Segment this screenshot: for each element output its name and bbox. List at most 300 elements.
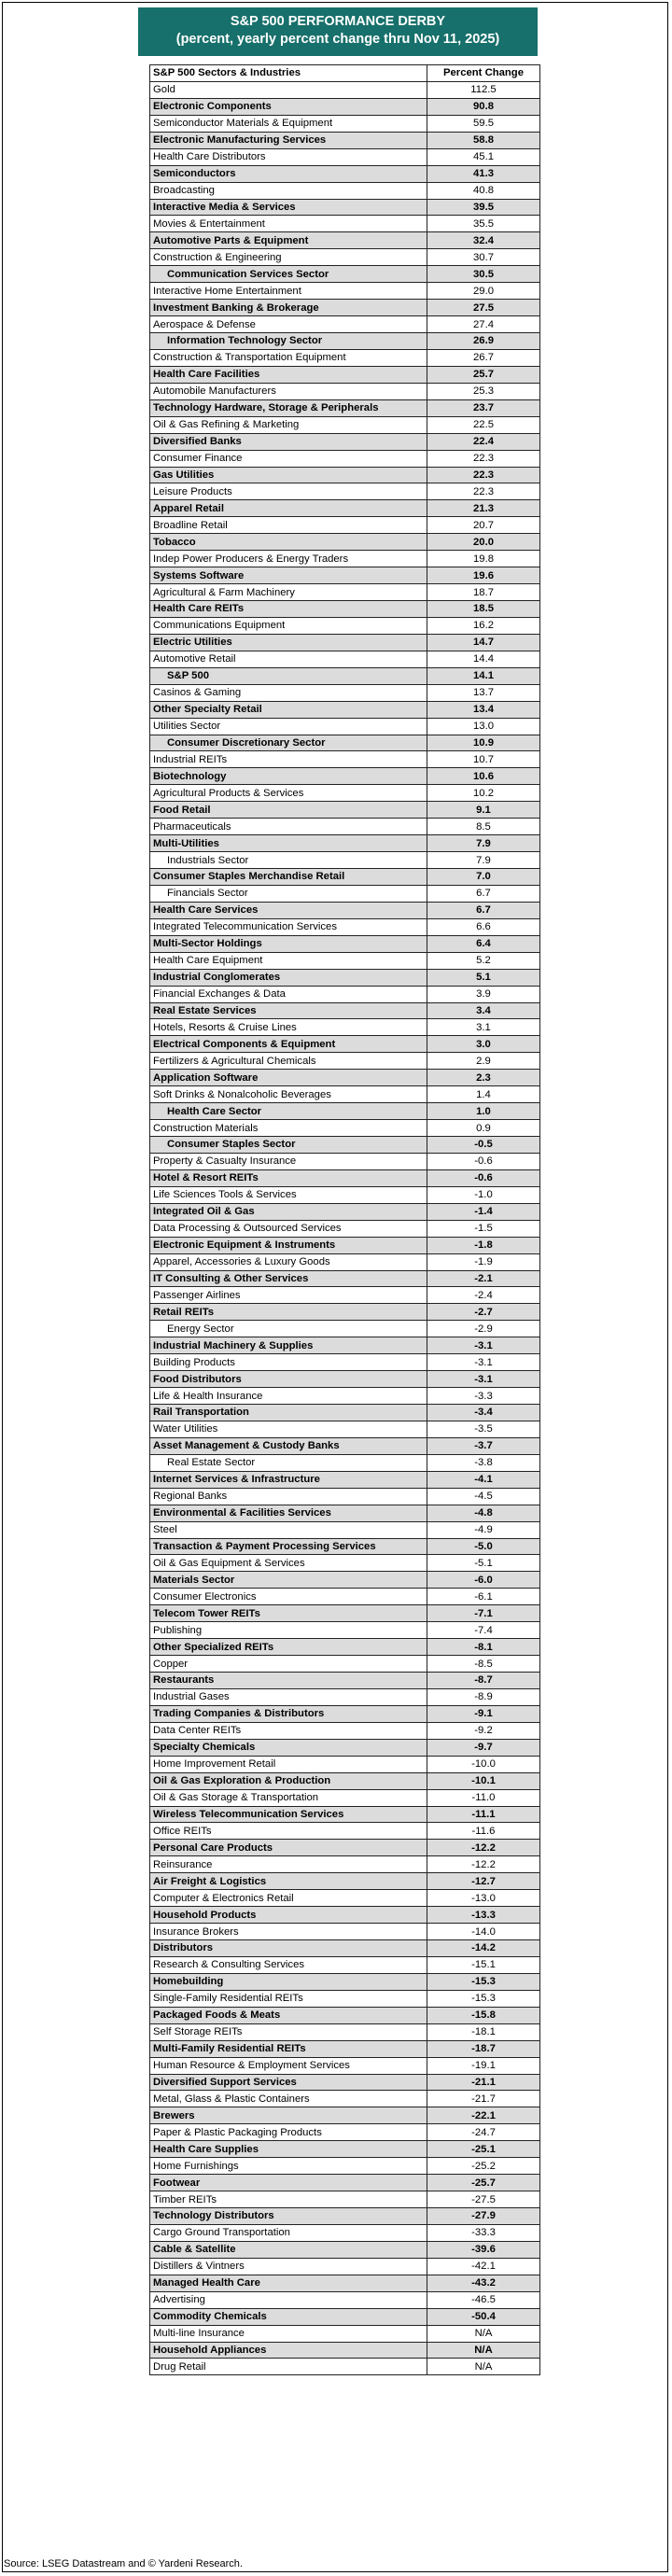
percent-change-cell: 26.7 (427, 349, 540, 366)
industry-name-cell: Integrated Oil & Gas (150, 1203, 427, 1220)
industry-name-cell: Indep Power Producers & Energy Traders (150, 551, 427, 567)
percent-change-cell: 90.8 (427, 98, 540, 115)
table-row (150, 81, 540, 98)
table-row (150, 1153, 540, 1169)
percent-change-cell: 22.5 (427, 416, 540, 433)
table-row (150, 1973, 540, 1990)
percent-change-cell: 19.6 (427, 567, 540, 584)
table-row (150, 416, 540, 433)
table-row (150, 1371, 540, 1388)
table-row (150, 1287, 540, 1304)
percent-change-cell: -3.1 (427, 1337, 540, 1354)
table-row (150, 651, 540, 667)
percent-change-cell: -43.2 (427, 2275, 540, 2291)
percent-change-cell: -2.1 (427, 1270, 540, 1287)
percent-change-cell: -24.7 (427, 2124, 540, 2141)
industry-name-cell: Home Improvement Retail (150, 1756, 427, 1772)
table-row (150, 1656, 540, 1673)
industry-name-cell: Hotels, Resorts & Cruise Lines (150, 1019, 427, 1036)
percent-change-cell: 112.5 (427, 81, 540, 98)
table-row (150, 1070, 540, 1086)
percent-change-cell: -27.5 (427, 2191, 540, 2208)
table-row (150, 182, 540, 199)
industry-name-cell: Human Resource & Employment Services (150, 2057, 427, 2074)
percent-change-cell: -13.3 (427, 1907, 540, 1924)
table-row (150, 735, 540, 751)
industry-name-cell: Building Products (150, 1354, 427, 1371)
industry-name-cell: Electric Utilities (150, 634, 427, 651)
industry-name-cell: Packaged Foods & Meats (150, 2007, 427, 2023)
table-row (150, 2208, 540, 2225)
industry-name-cell: Fertilizers & Agricultural Chemicals (150, 1053, 427, 1070)
industry-name-cell: Retail REITs (150, 1304, 427, 1321)
industry-name-cell: Utilities Sector (150, 718, 427, 735)
percent-change-cell: N/A (427, 2325, 540, 2342)
industry-name-cell: Water Utilities (150, 1421, 427, 1437)
percent-change-cell: -0.6 (427, 1153, 540, 1169)
percent-change-cell: -3.8 (427, 1454, 540, 1471)
table-row (150, 1454, 540, 1471)
industry-name-cell: Multi-line Insurance (150, 2325, 427, 2342)
industry-name-cell: Automobile Manufacturers (150, 383, 427, 399)
percent-change-cell: 21.3 (427, 500, 540, 517)
percent-change-cell: -8.9 (427, 1688, 540, 1705)
table-row (150, 1688, 540, 1705)
industry-name-cell: Wireless Telecommunication Services (150, 1806, 427, 1823)
industry-name-cell: Single-Family Residential REITs (150, 1990, 427, 2007)
percent-change-cell: -12.7 (427, 1873, 540, 1890)
table-row (150, 1203, 540, 1220)
percent-change-cell: 59.5 (427, 115, 540, 132)
percent-change-cell: -2.9 (427, 1321, 540, 1337)
industry-name-cell: Specialty Chemicals (150, 1739, 427, 1756)
table-row (150, 1354, 540, 1371)
industry-name-cell: Rail Transportation (150, 1405, 427, 1421)
percent-change-cell: -9.1 (427, 1705, 540, 1722)
percent-change-cell: 22.4 (427, 433, 540, 450)
percent-change-cell: -25.7 (427, 2175, 540, 2191)
industry-name-cell: Internet Services & Infrastructure (150, 1471, 427, 1488)
percent-change-cell: 29.0 (427, 283, 540, 300)
industry-name-cell: IT Consulting & Other Services (150, 1270, 427, 1287)
table-row (150, 467, 540, 483)
percent-change-cell: 19.8 (427, 551, 540, 567)
percent-change-cell: -1.4 (427, 1203, 540, 1220)
industry-name-cell: Interactive Media & Services (150, 199, 427, 216)
table-row (150, 802, 540, 819)
percent-change-cell: -8.7 (427, 1673, 540, 1689)
table-row (150, 1019, 540, 1036)
table-row (150, 902, 540, 918)
percent-change-cell: 1.0 (427, 1103, 540, 1120)
table-row (150, 483, 540, 500)
table-row (150, 952, 540, 969)
industry-name-cell: Timber REITs (150, 2191, 427, 2208)
industry-name-cell: Investment Banking & Brokerage (150, 300, 427, 316)
table-row (150, 300, 540, 316)
table-row (150, 2342, 540, 2359)
percent-change-cell: 25.7 (427, 366, 540, 383)
table-row (150, 2359, 540, 2375)
industry-name-cell: Asset Management & Custody Banks (150, 1437, 427, 1454)
percent-change-cell: -42.1 (427, 2258, 540, 2275)
percent-change-cell: -1.9 (427, 1253, 540, 1270)
percent-change-cell: 3.0 (427, 1036, 540, 1053)
percent-change-cell: 32.4 (427, 232, 540, 249)
table-row (150, 1806, 540, 1823)
industry-name-cell: Advertising (150, 2291, 427, 2308)
percent-change-cell: 30.7 (427, 249, 540, 266)
percent-change-cell: N/A (427, 2359, 540, 2375)
table-row (150, 567, 540, 584)
industry-name-cell: Environmental & Facilities Services (150, 1505, 427, 1521)
table-row (150, 1103, 540, 1120)
percent-change-cell: -4.9 (427, 1521, 540, 1538)
industry-name-cell: Research & Consulting Services (150, 1956, 427, 1973)
table-row (150, 2291, 540, 2308)
table-row (150, 500, 540, 517)
percent-change-cell: 35.5 (427, 216, 540, 232)
industry-name-cell: Other Specialized REITs (150, 1639, 427, 1656)
table-row (150, 969, 540, 986)
table-row (150, 1186, 540, 1203)
table-row (150, 785, 540, 802)
percent-change-cell: 3.9 (427, 986, 540, 1002)
percent-change-cell: -11.0 (427, 1789, 540, 1806)
table-row (150, 2191, 540, 2208)
industry-name-cell: Hotel & Resort REITs (150, 1169, 427, 1186)
industry-name-cell: Restaurants (150, 1673, 427, 1689)
table-row (150, 2091, 540, 2107)
percent-change-cell: -4.1 (427, 1471, 540, 1488)
percent-change-cell: -7.1 (427, 1605, 540, 1622)
industry-name-cell: Information Technology Sector (150, 333, 427, 350)
table-row (150, 517, 540, 534)
percent-change-cell: N/A (427, 2342, 540, 2359)
industry-name-cell: Personal Care Products (150, 1840, 427, 1856)
industry-name-cell: Financial Exchanges & Data (150, 986, 427, 1002)
industry-name-cell: Drug Retail (150, 2359, 427, 2375)
industry-name-cell: Managed Health Care (150, 2275, 427, 2291)
percent-change-cell: -7.4 (427, 1622, 540, 1639)
table-row (150, 617, 540, 634)
percent-change-cell: 6.4 (427, 935, 540, 952)
table-row (150, 1405, 540, 1421)
percent-change-cell: -50.4 (427, 2308, 540, 2325)
industry-name-cell: Self Storage REITs (150, 2023, 427, 2040)
industry-name-cell: Oil & Gas Exploration & Production (150, 1772, 427, 1789)
percent-change-cell: 14.1 (427, 667, 540, 684)
percent-change-cell: -3.4 (427, 1405, 540, 1421)
column-header-percent: Percent Change (427, 65, 540, 82)
table-row (150, 1036, 540, 1053)
percent-change-cell: 10.9 (427, 735, 540, 751)
percent-change-cell: 26.9 (427, 333, 540, 350)
table-row (150, 1086, 540, 1103)
industry-name-cell: Data Processing & Outsourced Services (150, 1220, 427, 1237)
industry-name-cell: Industrial REITs (150, 751, 427, 768)
industry-name-cell: S&P 500 (150, 667, 427, 684)
title: S&P 500 PERFORMANCE DERBY (230, 14, 446, 29)
table-row (150, 1237, 540, 1253)
percent-change-cell: 27.4 (427, 316, 540, 333)
industry-name-cell: Construction & Engineering (150, 249, 427, 266)
percent-change-cell: -8.1 (427, 1639, 540, 1656)
industry-name-cell: Insurance Brokers (150, 1924, 427, 1940)
table-row (150, 1739, 540, 1756)
percent-change-cell: -39.6 (427, 2241, 540, 2258)
industry-name-cell: Copper (150, 1656, 427, 1673)
table-row (150, 433, 540, 450)
table-row (150, 1772, 540, 1789)
table-row (150, 2275, 540, 2291)
industry-name-cell: Multi-Utilities (150, 835, 427, 852)
table-row (150, 1555, 540, 1572)
table-row (150, 869, 540, 886)
table-row (150, 1253, 540, 1270)
industry-name-cell: Systems Software (150, 567, 427, 584)
table-row (150, 1471, 540, 1488)
industry-name-cell: Oil & Gas Storage & Transportation (150, 1789, 427, 1806)
percent-change-cell: 27.5 (427, 300, 540, 316)
table-row (150, 1673, 540, 1689)
table-row (150, 601, 540, 618)
percent-change-cell: -11.1 (427, 1806, 540, 1823)
percent-change-cell: -15.3 (427, 1990, 540, 2007)
industry-name-cell: Reinsurance (150, 1856, 427, 1873)
industry-name-cell: Oil & Gas Refining & Marketing (150, 416, 427, 433)
industry-name-cell: Diversified Banks (150, 433, 427, 450)
table-row (150, 450, 540, 467)
table-body (150, 81, 540, 2374)
percent-change-cell: -21.7 (427, 2091, 540, 2107)
percent-change-cell: -12.2 (427, 1856, 540, 1873)
table-row (150, 132, 540, 148)
percent-change-cell: 6.7 (427, 885, 540, 902)
percent-change-cell: -21.1 (427, 2074, 540, 2091)
percent-change-cell: 10.6 (427, 768, 540, 785)
percent-change-cell: -15.1 (427, 1956, 540, 1973)
industry-name-cell: Footwear (150, 2175, 427, 2191)
industry-name-cell: Steel (150, 1521, 427, 1538)
table-row (150, 366, 540, 383)
table-row (150, 1488, 540, 1505)
table-row (150, 667, 540, 684)
industry-name-cell: Technology Hardware, Storage & Peripherals (150, 399, 427, 416)
percent-change-cell: -0.5 (427, 1137, 540, 1154)
table-row (150, 165, 540, 182)
percent-change-cell: 14.4 (427, 651, 540, 667)
industry-name-cell: Other Specialty Retail (150, 701, 427, 718)
table-row (150, 1840, 540, 1856)
percent-change-cell: 8.5 (427, 819, 540, 835)
table-row (150, 1220, 540, 1237)
table-row (150, 266, 540, 283)
percent-change-cell: 22.3 (427, 483, 540, 500)
industry-name-cell: Household Appliances (150, 2342, 427, 2359)
industry-name-cell: Data Center REITs (150, 1722, 427, 1739)
performance-table (149, 64, 540, 2375)
percent-change-cell: 7.9 (427, 852, 540, 869)
table-row (150, 1002, 540, 1019)
table-row (150, 2124, 540, 2141)
industry-name-cell: Oil & Gas Equipment & Services (150, 1555, 427, 1572)
table-row (150, 918, 540, 935)
percent-change-cell: -22.1 (427, 2107, 540, 2124)
table-row (150, 1321, 540, 1337)
table-row (150, 1722, 540, 1739)
table-row (150, 1907, 540, 1924)
percent-change-cell: -2.7 (427, 1304, 540, 1321)
industry-name-cell: Diversified Support Services (150, 2074, 427, 2091)
industry-name-cell: Multi-Sector Holdings (150, 935, 427, 952)
percent-change-cell: -4.8 (427, 1505, 540, 1521)
industry-name-cell: Distillers & Vintners (150, 2258, 427, 2275)
table-row (150, 1890, 540, 1907)
industry-name-cell: Automotive Parts & Equipment (150, 232, 427, 249)
table-row (150, 852, 540, 869)
industry-name-cell: Tobacco (150, 534, 427, 551)
table-row (150, 1137, 540, 1154)
source-note: Source: LSEG Datastream and © Yardeni Research. (4, 2558, 243, 2569)
table-row (150, 2107, 540, 2124)
industry-name-cell: Apparel, Accessories & Luxury Goods (150, 1253, 427, 1270)
industry-name-cell: Technology Distributors (150, 2208, 427, 2225)
industry-name-cell: Consumer Electronics (150, 1589, 427, 1605)
table-row (150, 2325, 540, 2342)
table-row (150, 316, 540, 333)
industry-name-cell: Broadcasting (150, 182, 427, 199)
table-row (150, 1538, 540, 1555)
percent-change-cell: -9.2 (427, 1722, 540, 1739)
percent-change-cell: -1.8 (427, 1237, 540, 1253)
industry-name-cell: Consumer Finance (150, 450, 427, 467)
table-row (150, 216, 540, 232)
column-header-name: S&P 500 Sectors & Industries (150, 65, 427, 82)
industry-name-cell: Agricultural Products & Services (150, 785, 427, 802)
percent-change-cell: -6.1 (427, 1589, 540, 1605)
industry-name-cell: Electrical Components & Equipment (150, 1036, 427, 1053)
percent-change-cell: 13.4 (427, 701, 540, 718)
industry-name-cell: Casinos & Gaming (150, 684, 427, 701)
table-row (150, 1756, 540, 1772)
percent-change-cell: 9.1 (427, 802, 540, 819)
table-row (150, 1873, 540, 1890)
industry-name-cell: Pharmaceuticals (150, 819, 427, 835)
percent-change-cell: 5.1 (427, 969, 540, 986)
percent-change-cell: -3.3 (427, 1388, 540, 1405)
percent-change-cell: -0.6 (427, 1169, 540, 1186)
percent-change-cell: -33.3 (427, 2224, 540, 2241)
percent-change-cell: 20.7 (427, 517, 540, 534)
table-title-banner (138, 7, 538, 56)
industry-name-cell: Soft Drinks & Nonalcoholic Beverages (150, 1086, 427, 1103)
percent-change-cell: -46.5 (427, 2291, 540, 2308)
percent-change-cell: -4.5 (427, 1488, 540, 1505)
table-row (150, 1437, 540, 1454)
table-row (150, 2258, 540, 2275)
percent-change-cell: -6.0 (427, 1572, 540, 1589)
industry-name-cell: Air Freight & Logistics (150, 1873, 427, 1890)
industry-name-cell: Semiconductor Materials & Equipment (150, 115, 427, 132)
industry-name-cell: Transaction & Payment Processing Services (150, 1538, 427, 1555)
table-row (150, 1823, 540, 1840)
industry-name-cell: Aerospace & Defense (150, 316, 427, 333)
industry-name-cell: Computer & Electronics Retail (150, 1890, 427, 1907)
percent-change-cell: 25.3 (427, 383, 540, 399)
industry-name-cell: Food Retail (150, 802, 427, 819)
industry-name-cell: Cable & Satellite (150, 2241, 427, 2258)
table-row (150, 2040, 540, 2057)
table-row (150, 199, 540, 216)
industry-name-cell: Multi-Family Residential REITs (150, 2040, 427, 2057)
percent-change-cell: 3.1 (427, 1019, 540, 1036)
industry-name-cell: Life Sciences Tools & Services (150, 1186, 427, 1203)
percent-change-cell: -10.1 (427, 1772, 540, 1789)
table-row (150, 383, 540, 399)
percent-change-cell: 0.9 (427, 1120, 540, 1137)
table-row (150, 701, 540, 718)
percent-change-cell: 40.8 (427, 182, 540, 199)
table-row (150, 1622, 540, 1639)
table-row (150, 115, 540, 132)
table-row (150, 1421, 540, 1437)
table-header-row (150, 65, 540, 82)
industry-name-cell: Biotechnology (150, 768, 427, 785)
table-row (150, 232, 540, 249)
industry-name-cell: Industrial Gases (150, 1688, 427, 1705)
industry-name-cell: Health Care Equipment (150, 952, 427, 969)
percent-change-cell: 22.3 (427, 450, 540, 467)
industry-name-cell: Construction Materials (150, 1120, 427, 1137)
table-row (150, 1270, 540, 1287)
percent-change-cell: 6.7 (427, 902, 540, 918)
industry-name-cell: Construction & Transportation Equipment (150, 349, 427, 366)
table-row (150, 2074, 540, 2091)
percent-change-cell: 2.3 (427, 1070, 540, 1086)
table-row (150, 885, 540, 902)
percent-change-cell: -12.2 (427, 1840, 540, 1856)
percent-change-cell: -14.2 (427, 1940, 540, 1957)
industry-name-cell: Health Care Distributors (150, 148, 427, 165)
percent-change-cell: -14.0 (427, 1924, 540, 1940)
industry-name-cell: Consumer Staples Merchandise Retail (150, 869, 427, 886)
subtitle: (percent, yearly percent change thru Nov 11, 2025) (175, 32, 500, 47)
table-row (150, 1589, 540, 1605)
percent-change-cell: -11.6 (427, 1823, 540, 1840)
percent-change-cell: 45.1 (427, 148, 540, 165)
percent-change-cell: 10.7 (427, 751, 540, 768)
table-row (150, 1572, 540, 1589)
industry-name-cell: Electronic Equipment & Instruments (150, 1237, 427, 1253)
industry-name-cell: Metal, Glass & Plastic Containers (150, 2091, 427, 2107)
table-row (150, 768, 540, 785)
percent-change-cell: -13.0 (427, 1890, 540, 1907)
table-row (150, 1639, 540, 1656)
table-row (150, 349, 540, 366)
table-row (150, 2141, 540, 2158)
percent-change-cell: 20.0 (427, 534, 540, 551)
table-row (150, 98, 540, 115)
percent-change-cell: 23.7 (427, 399, 540, 416)
table-row (150, 333, 540, 350)
table-row (150, 634, 540, 651)
table-row (150, 2007, 540, 2023)
table-row (150, 534, 540, 551)
industry-name-cell: Health Care Services (150, 902, 427, 918)
percent-change-cell: 10.2 (427, 785, 540, 802)
industry-name-cell: Electronic Manufacturing Services (150, 132, 427, 148)
